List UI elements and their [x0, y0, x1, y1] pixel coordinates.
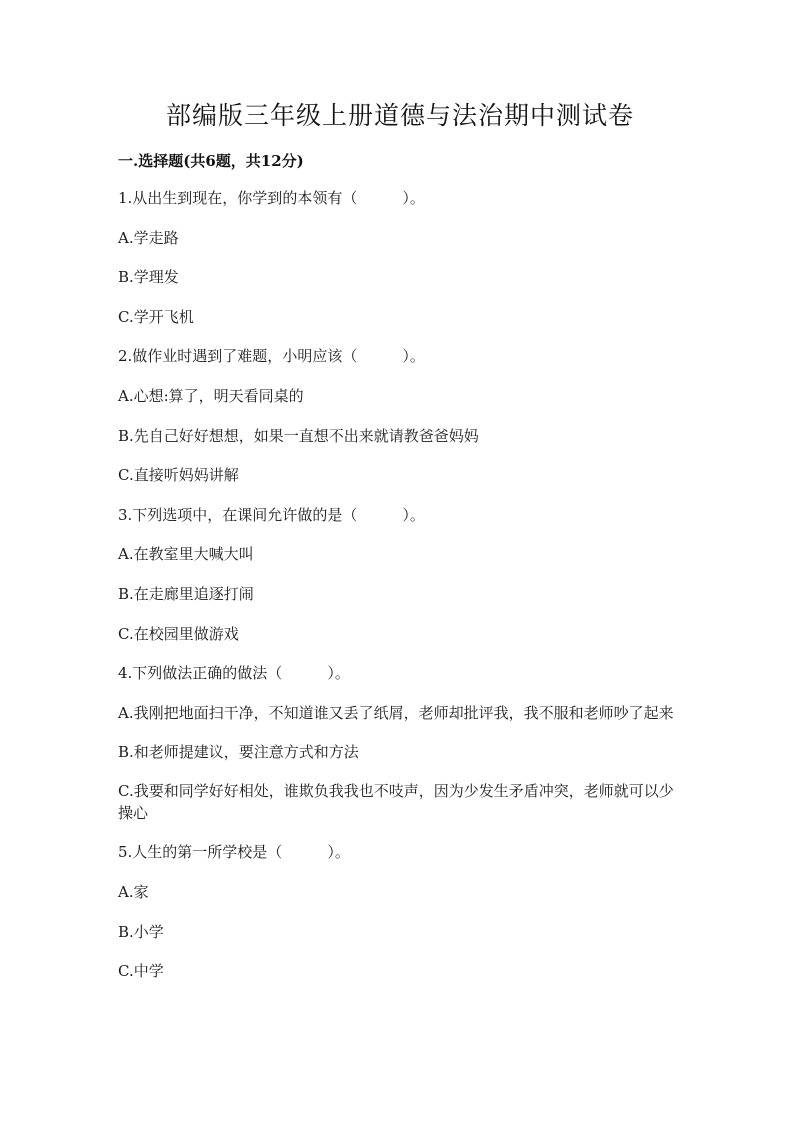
question-stem: 4.下列做法正确的做法（ ）。: [118, 664, 350, 683]
question-stem: 3.下列选项中，在课间允许做的是（ ）。: [118, 505, 425, 524]
question-stem: 2.做作业时遇到了难题，小明应该（ ）。: [118, 347, 425, 366]
answer-option: A.我刚把地面扫干净，不知道谁又丢了纸屑，老师却批评我，我不服和老师吵了起来: [118, 703, 674, 722]
answer-option: A.心想:算了，明天看同桌的: [118, 386, 304, 405]
answer-option: C.我要和同学好好相处，谁欺负我我也不吱声，因为少发生矛盾冲突，老师就可以少操心: [118, 782, 674, 823]
answer-option: B.先自己好好想想，如果一直想不出来就请教爸爸妈妈: [118, 426, 479, 445]
answer-option: C.直接听妈妈讲解: [118, 466, 239, 485]
answer-option: A.家: [118, 882, 149, 901]
question-list: [118, 181, 678, 994]
answer-option: C.在校园里做游戏: [118, 624, 239, 643]
answer-option: A.学走路: [118, 228, 179, 247]
answer-option: A.在教室里大喊大叫: [118, 545, 254, 564]
question-stem: 5.人生的第一所学校是（ ）。: [118, 843, 350, 862]
section-heading: 一.选择题(共6题，共12分): [118, 152, 304, 170]
answer-option: B.小学: [118, 922, 164, 941]
answer-option: B.学理发: [118, 268, 179, 287]
answer-option: B.和老师提建议，要注意方式和方法: [118, 742, 359, 761]
answer-option: B.在走廊里追逐打闹: [118, 584, 254, 603]
question-stem: 1.从出生到现在，你学到的本领有（ ）。: [118, 189, 425, 207]
page-title: 部编版三年级上册道德与法治期中测试卷: [165, 101, 634, 130]
answer-option: C.中学: [118, 962, 164, 981]
answer-option: C.学开飞机: [118, 307, 194, 326]
